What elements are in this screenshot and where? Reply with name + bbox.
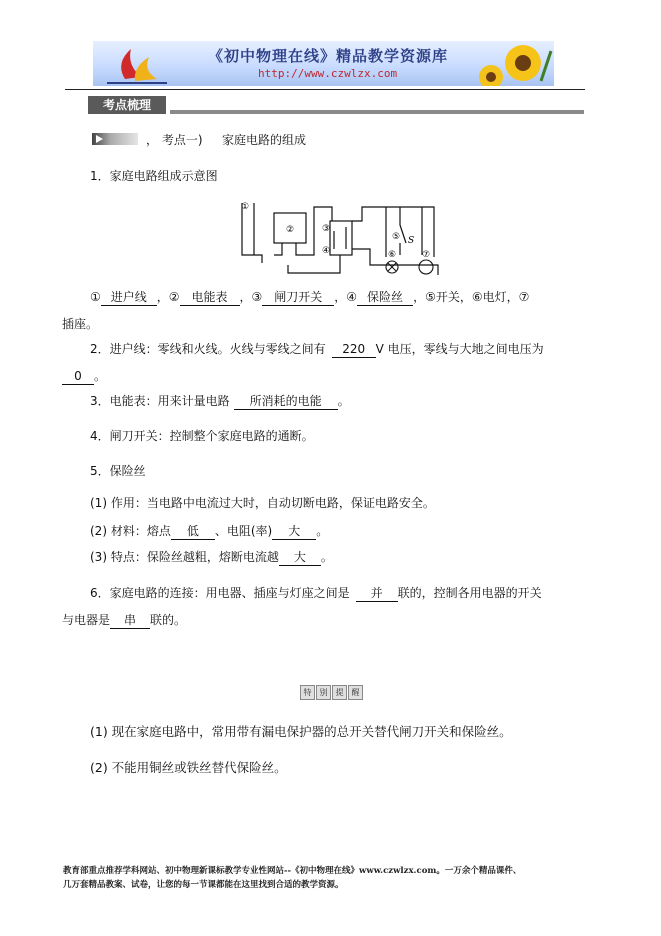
item-6: 6．家庭电路的连接：用电器、插座与灯座之间是 并 联的，控制各用电器的开关	[90, 586, 542, 600]
diagram-label-5: ⑤	[392, 232, 401, 242]
item-5-2: (2) 材料：熔点 低 、电阻(率) 大 。	[90, 524, 329, 538]
item-5-3: (3) 特点：保险丝越粗，熔断电流越 大 。	[90, 550, 333, 564]
footer-text	[63, 864, 603, 892]
blank-current: 大	[279, 549, 321, 566]
blank-melting: 低	[171, 523, 215, 540]
note-2: (2) 不能用铜丝或铁丝替代保险丝。	[90, 760, 287, 775]
logo-icon	[97, 43, 197, 85]
item-4: 4．闸刀开关：控制整个家庭电路的通断。	[90, 429, 314, 443]
note-1: (1) 现在家庭电路中，常用带有漏电保护器的总开关替代闸刀开关和保险丝。	[90, 724, 512, 739]
banner-title: 《初中物理在线》精品教学资源库	[208, 47, 449, 65]
blank-zero: 0	[62, 368, 94, 385]
blank-2: 电能表	[180, 289, 240, 306]
footer-line-2: 几万套精品教案、试卷，让您的每一节课都能在这里找到合适的教学资源。	[63, 880, 344, 890]
blank-voltage: 220	[332, 341, 376, 358]
item-5-1: (1) 作用：当电路中电流过大时，自动切断电路，保证电路安全。	[90, 496, 435, 510]
blank-4: 保险丝	[357, 289, 413, 306]
item-2-cont: 0 。	[62, 368, 106, 385]
diagram-label-7: ⑦	[422, 250, 431, 260]
blank-series: 串	[110, 612, 150, 629]
subheading-number: ， 考点一)	[146, 133, 203, 147]
diagram-label-3: ③	[322, 224, 331, 234]
blank-parallel: 并	[356, 585, 398, 602]
blank-energy: 所消耗的电能	[234, 393, 338, 410]
item-6-cont: 与电器是 串 联的。	[62, 613, 187, 627]
sunflower-icon	[471, 41, 554, 86]
item-2: 2．进户线：零线和火线。火线与零线之间有 220 V 电压，零线与大地之间电压为	[90, 342, 544, 356]
circuit-diagram	[238, 197, 443, 281]
footer-line-1: 教育部重点推荐学科网站、初中物理新课标教学专业性网站--《初中物理在线》www.czwlzx.com。一万余个精品课件、	[63, 866, 522, 876]
item-3: 3．电能表：用来计量电路 所消耗的电能 。	[90, 394, 350, 408]
header-banner	[93, 41, 554, 86]
header-rule	[65, 89, 585, 90]
socket-icon	[419, 260, 433, 274]
play-arrow-icon	[92, 133, 138, 145]
components-line-end: 插座。	[62, 317, 99, 331]
diagram-label-2: ②	[286, 225, 295, 235]
diagram-label-6: ⑥	[388, 250, 397, 260]
section-label: 考点梳理	[88, 96, 166, 114]
banner-url[interactable]: http://www.czwlzx.com	[258, 67, 398, 80]
special-notice-badge: 特 别 提 醒	[300, 684, 364, 700]
diagram-label-4: ④	[322, 246, 331, 256]
blank-3: 闸刀开关	[262, 289, 334, 306]
item-1: 1．家庭电路组成示意图	[90, 169, 218, 183]
diagram-label-s: S	[408, 236, 415, 246]
subheading-title: 家庭电路的组成	[222, 133, 307, 147]
item-5: 5．保险丝	[90, 464, 146, 478]
components-line: ① 进户线 ，② 电能表 ，③ 闸刀开关 ，④ 保险丝 ，⑤开关，⑥电灯，⑦	[90, 290, 530, 304]
blank-1: 进户线	[101, 289, 157, 306]
diagram-label-1: ①	[241, 202, 250, 212]
section-bar	[170, 110, 584, 114]
blank-resistance: 大	[272, 523, 316, 540]
